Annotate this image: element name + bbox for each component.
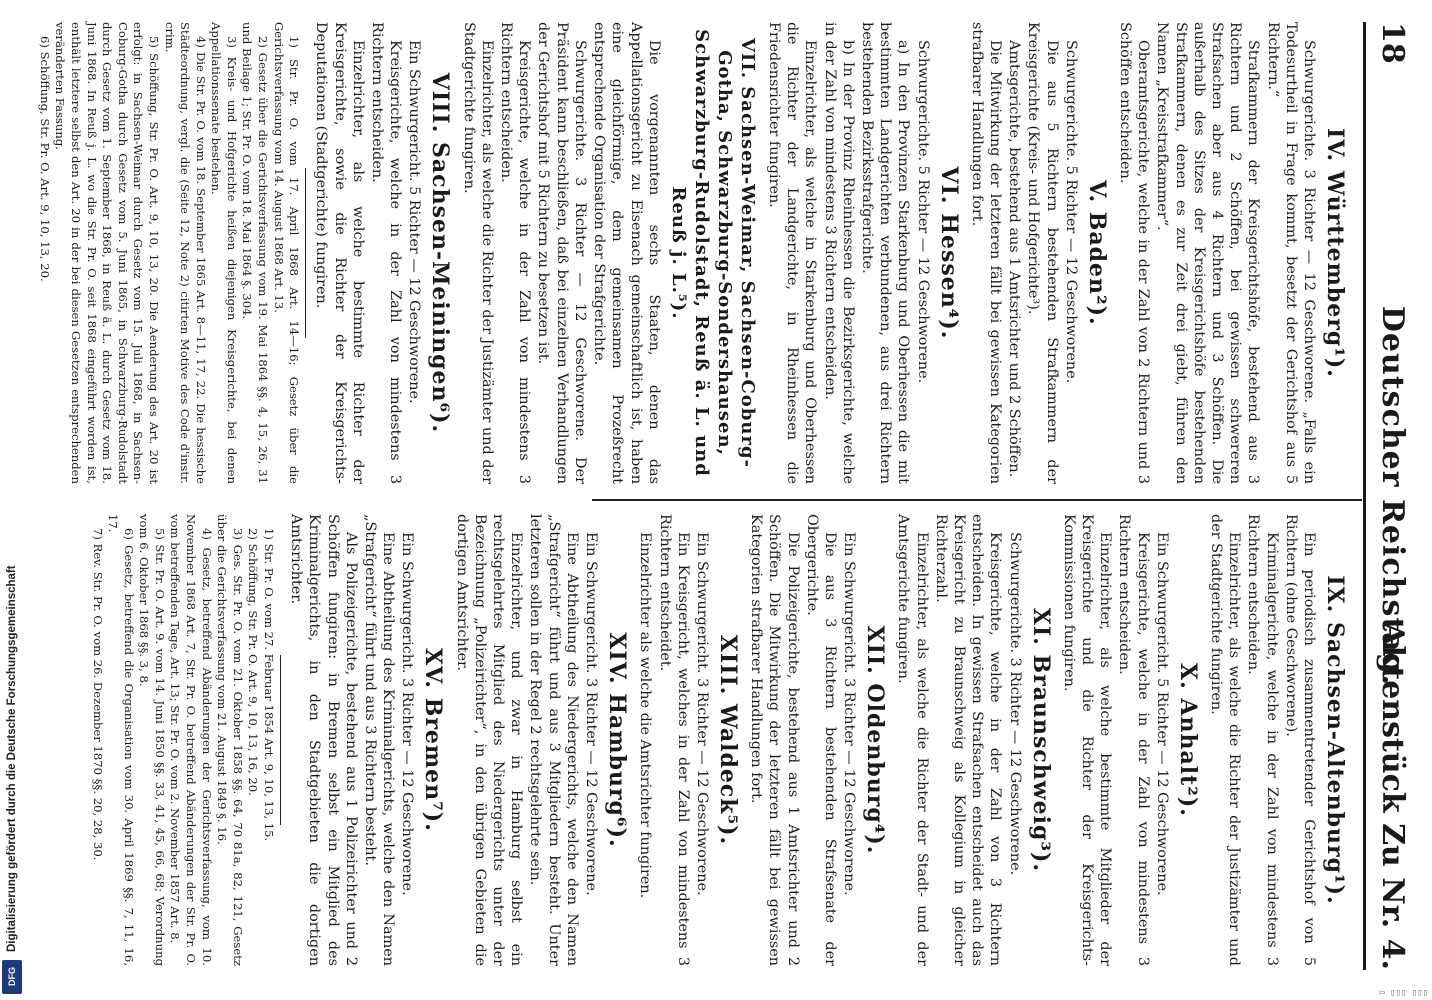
body-paragraph: Ein Kreisgericht, welches in der Zahl von mindestens 3 Richtern entscheidet.	[656, 514, 691, 966]
footnote: 5) Str. Pr. O. Art. 9. vom 14. Juni 1850 §§. 33, 41, 45, 66, 68; Verordnung vom 6. Oktober 1868 §§. 3, 8.	[137, 514, 167, 966]
body-paragraph: Schwurgerichte. 5 Richter — 12 Geschworene.	[1062, 40, 1079, 384]
dfg-logo-icon: DFG	[2, 960, 22, 994]
body-paragraph: Kreisgerichte, welche in der Zahl von mindestens 3 Richtern entscheiden.	[1116, 514, 1151, 966]
body-paragraph: b) In der Provinz Rheinhessen die Bezirksgerichte, welche in der Zahl von mindestens 3 Richtern entscheiden.	[821, 22, 856, 484]
body-paragraph: Die vorgenannten sechs Staaten, denen das Appellationsgericht zu Eisenach gemeinschaftlich ist, haben eine gleichförmige, dem gemeinsamen Prozeßrecht entsprechende Organisation der Strafgerichte.	[591, 22, 662, 484]
body-paragraph: a) In den Provinzen Starkenburg und Oberhessen die mit bestimmten Landgerichten verbundenen, aus drei Richtern bestehenden Bezirksstrafgerichte.	[858, 22, 912, 484]
body-paragraph: Ein periodisch zusammentretender Gerichtshof von 5 Richtern (ohne Geschworene).	[1282, 514, 1317, 966]
footnote: 1) Str. Pr. O. vom 17. April 1868 Art. 14—16; Gesetz über die Gerichtsverfassung vom 14. August 1868 Art. 13.	[271, 22, 302, 484]
body-paragraph: Die Mitwirkung der letzteren fällt bei gewissen Kategorien strafbarer Handlungen fort.	[968, 22, 1003, 484]
section-heading: VII. Sachsen-Weimar, Sachsen-Coburg-Gotha, Schwarzburg-Sondershausen, Schwarzburg-Rudolstadt, Reuß ä. L. und Reuß j. L.⁵).	[667, 29, 758, 477]
body-paragraph: Einzelrichter als welche die Amtsrichter fungiren.	[637, 532, 654, 899]
body-paragraph: Einzelrichter, als welche die Richter der Justizämter und der Stadtgerichte fungiren.	[1207, 514, 1243, 966]
footnotes	[89, 514, 276, 966]
body-paragraph: Einzelrichter, als welche die Richter der Stadt- und der Amtsgerichte fungiren.	[895, 514, 930, 966]
right-column	[89, 514, 1354, 966]
footnote-rule	[280, 655, 281, 825]
column-divider	[592, 499, 1362, 501]
body-paragraph: Kreisgerichte, welche in der Zahl von 3 Richtern entscheiden. In gewissen Strafsachen entscheidet auch das Kreisgericht zu Braunschweig als Kollegium in gleicher Richterzahl.	[932, 514, 1004, 966]
body-paragraph: Strafkammern der Kreisgerichtshöfe, bestehend aus 3 Richtern und 2 Schöffen, bei gewissen schwereren Strafsachen aber aus 4 Richtern und 3 Schöffen. Die außerhalb des Sitzes der Kreisgerichtshöfe bestehenden Strafkammern, denen es zur Zeit drei giebt, führen den Namen „Kreisstrafkammer“.	[1154, 22, 1262, 484]
body-paragraph: Ein Schwurgericht. 3 Richter — 12 Geschworene.	[583, 532, 600, 896]
body-paragraph: Schwurgerichte. 3 Richter — 12 Geschworene.	[1006, 532, 1023, 876]
body-paragraph: Oberamtsgerichte, welche in der Zahl von 2 Richtern und 3 Schöffen entscheiden.	[1116, 22, 1152, 484]
footnote: 6) Gesetz, betreffend die Organisation vom 30. April 1869 §§. 7, 11, 16, 17.	[106, 514, 136, 966]
footnote-rule	[305, 168, 306, 338]
footnote: 3) Ges. Str. Pr. O. vom 21. Oktober 1858 §§. 64, 70 81a, 82, 121, Gesetz über die Gerichtsverfassung vom 21. August 1849 §. 16.	[215, 514, 245, 966]
body-paragraph: Die Polizeigerichte, bestehend aus 1 Amtsrichter und 2 Schöffen. Die Mitwirkung der letzteren fällt bei gewissen Kategorien strafbarer Handlungen fort.	[748, 514, 801, 966]
left-column	[36, 22, 1354, 484]
section-heading: XIV. Hamburg⁶).	[604, 632, 631, 848]
footnote: 4) Die Str. Pr. O. vom 18. September 1865 Art. 8—11, 17, 22. Die hessische Städteordnung, vergl. die (Seite 12, Note 2) citirten Motive des Code d'instr. crim.	[162, 22, 208, 484]
section-heading: X. Anhalt²).	[1174, 663, 1201, 817]
section-heading: XIII. Waldeck⁵).	[714, 634, 741, 846]
section-heading: XV. Bremen⁷).	[420, 648, 447, 832]
footnote: 6) Schöffung, Str. Pr. O. Art. 9, 10, 13, 20.	[37, 36, 52, 282]
footnote: 2) Gesetz über die Gerichtsverfassung vom 19. Mai 1864 §§. 4, 15, 26, 31 und Beilage 1; Str. Pr. O. vom 18. Mai 1864 §. 304.	[240, 22, 271, 484]
body-paragraph: Eine Abtheilung des Kriminalgerichts, welche den Namen „Strafgericht“ führt und aus 3 Richtern besteht.	[362, 514, 397, 966]
section-heading: IV. Württemberg¹).	[1322, 128, 1348, 378]
body-paragraph: Die aus 3 Richtern bestehenden Strafsenate der Obergerichte.	[803, 514, 838, 966]
section-heading: VI. Hessen⁴).	[935, 166, 962, 340]
body-paragraph: Einzelrichter, als welche bestimmte Mitglieder der Kreisgerichte und die Richter der Kreisgerichts-Kommissionen fungiren.	[1060, 514, 1114, 966]
section-heading: VIII. Sachsen-Meiningen⁶).	[427, 72, 454, 434]
body-paragraph: Einzelrichter, als welche in Starkenburg und Oberhessen die Richter der Landgerichte, in Rheinhessen die Friedensrichter fungiren.	[765, 22, 819, 484]
body-paragraph: Amtsgerichte, bestehend aus 1 Amtsrichter und 2 Schöffen.	[1006, 40, 1023, 478]
footnote: 1) Str. Pr. O. vom 27. Februar 1854 Art. 9, 10, 13, 15.	[262, 528, 277, 842]
section-heading: XII. Oldenburg⁴).	[862, 625, 889, 855]
footnote: 5) Schöffung, Str. Pr. O. Art. 9, 10, 13, 20. Die Aenderung des Art. 20 ist erfolgt: in Sachsen-Weimar durch Gesetz vom 15. Juli 1868, in Sachsen-Coburg-Gotha durch Gesetz vom 5. Juni 1865, in Schwarzburg-Rudolstadt durch Gesetz vom 1. September 1868, in Reuß ä. L. durch Gesetz vom 18. Juni 1868. In Reuß j. L. wo die Str. Pr. O. seit 1868 eingeführt worden ist, enthält letztere selbst den Art. 20 in der bei diesen Gesetzen entsprechenden veränderten Fassung.	[53, 22, 161, 484]
footnote: 7) Rev. Str. Pr. O. vom 26. Dezember 1870 §§. 20, 28, 30.	[90, 528, 105, 861]
running-head	[1366, 22, 1418, 970]
body-paragraph: Schwurgerichte. 3 Richter — 12 Geschworene. Der Präsident kann beschließen, daß bei einzelnen Verhandlungen der Gerichtshof mit 5 Richtern zu besetzen ist.	[535, 22, 588, 484]
document-reference: Aktenstück Zu Nr. 4.	[1375, 622, 1410, 970]
body-paragraph: Die aus 5 Richtern bestehenden Strafkammern der Kreisgerichte (Kreis- und Hofgerichte³).	[1025, 22, 1060, 484]
body-paragraph: Einzelrichter, und zwar in Hamburg selbst ein rechtsgelehrtes Mitglied des Niedergerichts unter der Bezeichnung „Polizeirichter“, in den übrigen Gebieten die dortigen Amtsrichter.	[453, 514, 525, 966]
body-paragraph: Einzelrichter, als welche die Richter der Justizämter und der Stadtgerichte fungiren.	[460, 22, 495, 484]
publication-title: Deutscher Reichstag.	[1375, 305, 1410, 687]
header-rule	[1363, 22, 1366, 970]
body-paragraph: Ein Schwurgericht. 5 Richter — 12 Geschworene.	[406, 40, 423, 404]
section-heading: XI. Braunschweig³).	[1027, 607, 1054, 873]
body-paragraph: Als Polizeigerichte, bestehend aus 1 Polizeirichter und 2 Schöffen fungiren: in Bremen selbst ein Mitglied des Kriminalgerichts, in den Stadtgebieten die dortigen Amtsrichter.	[288, 514, 359, 966]
body-paragraph: Kriminalgerichte, welche in der Zahl von mindestens 3 Richtern entscheiden.	[1245, 514, 1280, 966]
body-paragraph: Ein Schwurgericht. 3 Richter — 12 Geschworene.	[841, 532, 858, 896]
body-paragraph: Einzelrichter, als welche bestimmte Richter der Kreisgerichte, sowie die Richter der Kreisgerichts-Deputationen (Stadtgerichte) fungiren.	[313, 22, 366, 484]
page-number: 18	[1375, 22, 1410, 64]
digitization-notice: Digitalisierung gefördert durch die Deutsche Forschungsgemeinschaft	[6, 565, 18, 952]
body-paragraph: Schwurgerichte. 5 Richter — 12 Geschworene.	[914, 40, 931, 384]
footnote: 4) Gesetz, betreffend Abänderungen der Gerichtsverfassung, vom 10. November 1868 Art. 7, Str. Pr. O. betreffend Abänderungen der Str. Pr. O. vom betreffenden Tage, Art. 13; Str. Pr. O. vom 2. November 1857 Art. 8.	[168, 514, 214, 966]
body-paragraph: Ein Schwurgericht. 3 Richter — 12 Geschworene.	[399, 532, 416, 896]
footnote: 2) Schöffung, Str. Pr. O. Art. 9, 10, 13, 16, 20.	[246, 528, 261, 796]
body-paragraph: Kreisgerichte, welche in der Zahl von mindestens 3 Richtern entscheiden.	[498, 22, 533, 484]
body-paragraph: Eine Abtheilung des Niedergerichts, welche den Namen „Strafgericht“ führt und aus 3 Mitgliedern besteht. Unter letzteren sollen in der Regel 2 rechtsgelehrte sein.	[527, 514, 580, 966]
body-paragraph: Schwurgerichte. 3 Richter — 12 Geschworene. „Falls ein Todesurtheil in Frage kommt, besetzt der Gerichtshof aus 5 Richtern.“	[1264, 22, 1317, 484]
body-paragraph: Ein Schwurgericht. 5 Richter — 12 Geschworene.	[1153, 532, 1170, 896]
scan-color-bar: ▭ ▯▯▯ ▯▯▯	[1379, 988, 1428, 998]
body-paragraph: Kreisgerichte, welche in der Zahl von mindestens 3 Richtern entscheiden.	[369, 22, 404, 484]
section-heading: V. Baden²).	[1083, 180, 1110, 326]
section-heading: IX. Sachsen-Altenburg¹).	[1322, 575, 1348, 905]
body-paragraph: Ein Schwurgericht. 3 Richter — 12 Geschworene.	[693, 532, 710, 896]
footnotes	[36, 22, 301, 484]
footnote: 3) Kreis- und Hofgerichte heißen diejenigen Kreisgerichte, bei denen Appellationssenate bestehen.	[209, 22, 239, 484]
